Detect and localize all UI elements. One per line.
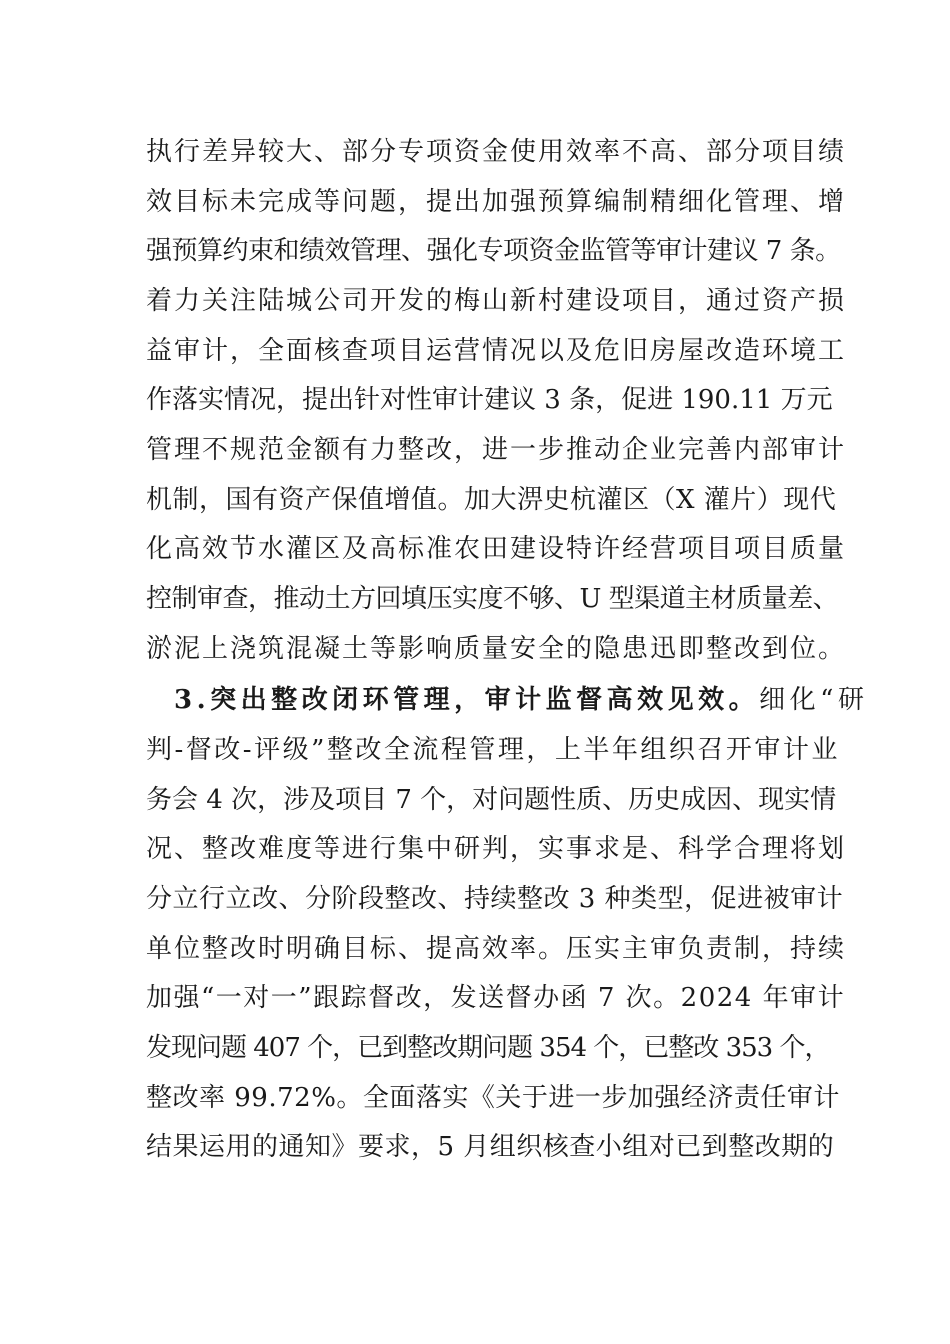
paragraph-1-line-4: 着力关注陆城公司开发的梅山新村建设项目，通过资产损 bbox=[146, 286, 847, 316]
paragraph-1-line-1: 执行差异较大、部分专项资金使用效率不高、部分项目绩 bbox=[146, 137, 847, 167]
paragraph-2-line-8: 发现问题 407 个，已到整改期问题 354 个，已整改 353 个， bbox=[146, 1033, 830, 1063]
paragraph-1-line-6: 作落实情况，提出针对性审计建议 3 条，促进 190.11 万元 bbox=[146, 385, 833, 415]
paragraph-1-line-11: 淤泥上浇筑混凝土等影响质量安全的隐患迅即整改到位。 bbox=[146, 634, 847, 664]
paragraph-2-line-1 bbox=[174, 675, 874, 725]
paragraph-2-line-5: 分立行立改、分阶段整改、持续整改 3 种类型，促进被审计 bbox=[146, 884, 844, 914]
paragraph-1-line-7: 管理不规范金额有力整改，进一步推动企业完善内部审计 bbox=[146, 435, 847, 465]
paragraph-2-first-line-text: 细化“研 bbox=[759, 685, 869, 715]
paragraph-2-line-7: 加强“一对一”跟踪督改，发送督办函 7 次。2024 年审计 bbox=[146, 983, 846, 1013]
paragraph-2-line-6: 单位整改时明确目标、提高效率。压实主审负责制，持续 bbox=[146, 934, 847, 964]
paragraph-2-line-10: 结果运用的通知》要求，5 月组织核查小组对已到整改期的 bbox=[146, 1132, 835, 1162]
paragraph-2-line-3: 务会 4 次，涉及项目 7 个，对问题性质、历史成因、现实情 bbox=[146, 785, 837, 815]
paragraph-2-line-9: 整改率 99.72%。全面落实《关于进一步加强经济责任审计 bbox=[146, 1083, 840, 1113]
paragraph-1-line-2: 效目标未完成等问题，提出加强预算编制精细化管理、增 bbox=[146, 187, 847, 217]
section-heading: 3.突出整改闭环管理，审计监督高效见效。 bbox=[174, 685, 760, 715]
paragraph-1-line-5: 益审计，全面核查项目运营情况以及危旧房屋改造环境工 bbox=[146, 336, 847, 366]
paragraph-1-line-8: 机制，国有资产保值增值。加大淠史杭灌区（X 灌片）现代 bbox=[146, 485, 837, 515]
paragraph-1-line-10: 控制审查，推动土方回填压实度不够、U 型渠道主材质量差、 bbox=[146, 584, 839, 614]
paragraph-2-line-2: 判-督改-评级”整改全流程管理，上半年组织召开审计业 bbox=[146, 735, 840, 765]
paragraph-2-line-4: 况、整改难度等进行集中研判，实事求是、科学合理将划 bbox=[146, 834, 847, 864]
paragraph-1-line-3: 强预算约束和绩效管理、强化专项资金监管等审计建议 7 条。 bbox=[146, 236, 841, 266]
paragraph-1-line-9: 化高效节水灌区及高标准农田建设特许经营项目项目质量 bbox=[146, 534, 847, 564]
